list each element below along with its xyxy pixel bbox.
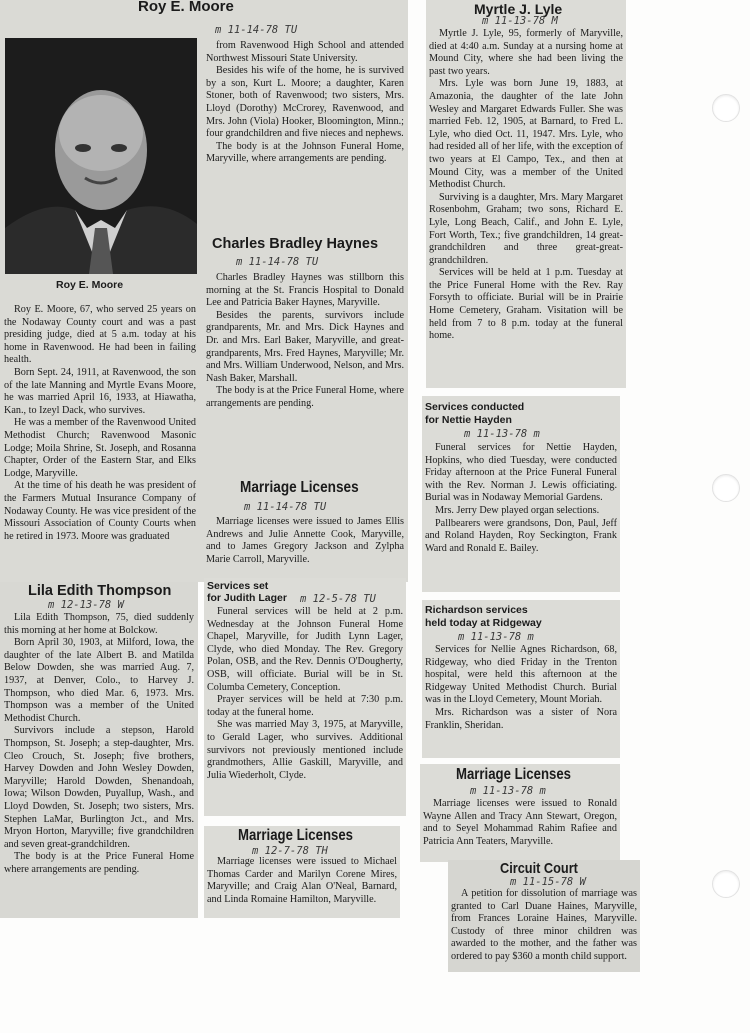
moore-paragraph: The body is at the Johnson Funeral Home, Maryville, where arrangements are pending. — [206, 140, 404, 165]
clipping-hayden — [422, 396, 620, 592]
marriage3-date-note: m 11-13-78 m — [470, 785, 546, 797]
thompson-date-note: m 12-13-78 W — [48, 599, 124, 611]
lyle-paragraph: Surviving is a daughter, Mrs. Mary Margaret Rosenbohm, Graham; two sons, Richard E. Lyle, Long Beach, Calif., and John E. Lyle, Fort Worth, Tex.; five grandchildren, 14 great-grandchildren and three great-great-grandchildren. — [429, 191, 623, 266]
hayden-paragraph: Funeral services for Nettie Hayden, Hopkins, who died Tuesday, were conducted Friday afternoon at the Price Funeral Funeral with the Rev. Norman J. Lewis officiating. Burial was in Nodaway Memorial Gardens. — [425, 442, 617, 504]
richardson-title-line1: Richardson services — [425, 604, 528, 616]
hayden-title-line1: Services conducted — [425, 401, 525, 413]
haynes-title: Charles Bradley Haynes — [212, 236, 379, 252]
lyle-paragraph: Myrtle J. Lyle, 95, formerly of Maryville, died at 4:40 a.m. Sunday at a nursing home at Mound City, where she had been living the past two years. — [429, 28, 623, 77]
moore-photo-caption: Roy E. Moore — [56, 279, 124, 291]
richardson-body — [425, 644, 617, 756]
moore-left-column — [4, 304, 196, 580]
lyle-title: Myrtle J. Lyle — [474, 1, 563, 17]
richardson-paragraph: Mrs. Richardson was a sister of Nora Franklin, Sheridan. — [425, 706, 617, 731]
haynes-date-note: m 11-14-78 TU — [236, 256, 319, 268]
marriage1-date-note: m 11-14-78 TU — [244, 501, 327, 513]
court-paragraph: A petition for dissolution of marriage was granted to Carl Duane Haines, Maryville, from Frances Loraine Haines, Maryville. Custody of three minor children was awarded to the mother, and the father was ordered to pay $360 a month child support. — [451, 888, 637, 962]
moore-paragraph: He was a member of the Ravenwood United Methodist Church; Ravenwood Masonic Lodge; Moila Shrine, St. Joseph, and Rosanna Chapter, Order of the Eastern Star, and Elks Lodge, Maryville. — [4, 417, 196, 479]
moore-paragraph: Besides his wife of the home, he is survived by a son, Kurt L. Moore; a daughter, Karen Stoner, both of Ravenwood; two sisters, Mrs. Lloyd (Dorothy) McCrorey, Ravenwood, and Mrs. John (Viola) Hooker, Bloomington, Minn.; four grandchildren and five nieces and nephews. — [206, 65, 404, 140]
marriage2-body — [207, 856, 397, 916]
lyle-date-note: m 11-13-78 M — [482, 15, 558, 27]
richardson-date-note: m 11-13-78 m — [458, 631, 534, 643]
lager-body — [207, 606, 403, 814]
clipping-marriage2 — [204, 826, 400, 918]
haynes-paragraph: Charles Bradley Haynes was stillborn this morning at the St. Francis Hospital to Donald Lee and Patricia Baker Haynes, Maryville. — [206, 272, 404, 309]
binder-hole-bottom — [712, 870, 740, 898]
hayden-paragraph: Pallbearers were grandsons, Don, Paul, Jeff and Roland Hayden, Roy Seckington, Frank Ward and Ronald E. Bailey. — [425, 517, 617, 554]
clipping-circuit-court — [448, 860, 640, 972]
haynes-paragraph: The body is at the Price Funeral Home, where arrangements are pending. — [206, 385, 404, 409]
marriage3-title: Marriage Licenses — [456, 766, 571, 783]
moore-paragraph: Born Sept. 24, 1911, at Ravenwood, the son of the late Manning and Myrtle Evans Moore, he was married April 16, 1933, at Hiawatha, Kan., to Izeyl Dack, who survives. — [4, 366, 196, 416]
hayden-date-note: m 11-13-78 m — [464, 428, 540, 440]
marriage2-title: Marriage Licenses — [238, 827, 353, 844]
lager-paragraph: Funeral services will be held at 2 p.m. Wednesday at the Johnson Funeral Home Chapel, Maryville, for Judith Lynn Lager, Clyde, who died Monday. The Rev. Gregory Polan, OSB, and the Rev. Dennis O'Dougherty, OSB, will officiate. Burial will be in St. Columba Cemetery, Conception. — [207, 606, 403, 693]
moore-right-column — [206, 40, 404, 215]
thompson-paragraph: The body is at the Price Funeral Home where arrangements are pending. — [4, 851, 194, 875]
lager-paragraph: Prayer services will be held at 7:30 p.m. today at the funeral home. — [207, 694, 403, 718]
thompson-paragraph: Survivors include a stepson, Harold Thompson, St. Joseph; a step-daughter, Mrs. Cleo Crouch, St. Joseph; five brothers, Harvey Dowden and John Wesley Dowden, Maryville; Harold Dowden, Shenandoah, Iowa; Wilson Dowden, Puyallup, Wash., and Lloyd Dowden, St. Joseph; two sisters, Mrs. Stephen LaMar, Burlington Jct., and Mrs. Mryon Horton, Maryville; five grandchildren and seven great-grandchildren. — [4, 725, 194, 850]
lager-date-note: m 12-5-78 TU — [300, 593, 376, 605]
lager-title-line1: Services set — [207, 580, 269, 592]
clipping-lyle — [426, 0, 626, 388]
portrait-photo — [5, 38, 197, 274]
marriage1-title: Marriage Licenses — [240, 479, 359, 496]
clipping-lager — [204, 578, 406, 816]
haynes-body — [206, 272, 404, 460]
hayden-paragraph: Mrs. Jerry Dew played organ selections. — [435, 504, 600, 516]
clipping-moore — [0, 0, 408, 582]
moore-paragraph: Roy E. Moore, 67, who served 25 years on the Nodaway County court and was a past presiding judge, died at 5 a.m. today at his home in Ravenwood. He had been in failing health. — [4, 304, 196, 366]
court-date-note: m 11-15-78 W — [510, 876, 586, 888]
hayden-title-line2: for Nettie Hayden — [425, 414, 512, 426]
marriage3-body — [423, 798, 617, 860]
lager-title-line2: for Judith Lager — [207, 592, 287, 604]
richardson-paragraph: Services for Nellie Agnes Richardson, 68, Ridgeway, who died Friday in the Trenton hospital, were held this afternoon at the Ridgeway United Methodist Church. Burial was in the Lloyd Cemetery, Mount Moriah. — [425, 644, 617, 706]
marriage3-paragraph: Marriage licenses were issued to Ronald Wayne Allen and Tracy Ann Stewart, Oregon, and to Seyel Mohammad Rahim Rafiee and Patricia Ann Teaters, Maryville. — [423, 798, 617, 847]
binder-hole-middle — [712, 474, 740, 502]
thompson-paragraph: Lila Edith Thompson, 75, died suddenly this morning at her home at Bolckow. — [4, 612, 194, 636]
hayden-body — [425, 442, 617, 590]
lyle-paragraph: Mrs. Lyle was born June 19, 1883, at Amazonia, the daughter of the late John Wesley and Margaret Edwards Fuller. She was married Feb. 12, 1905, at Barnard, to Fred L. Lyle, who died Oct. 11, 1947. Mrs. Lyle, who had resided all of her life, with the exception of two years at El Campo, Tex., and then at Mound City, was a member of the United Methodist Church. — [429, 78, 623, 191]
clipping-richardson — [422, 600, 620, 758]
lyle-paragraph: Services will be held at 1 p.m. Tuesday at the Price Funeral Home with the Rev. Ray Forsyth to officiate. Burial will be in Prairie Home Cemetery, Graham. Visitation will be held from 7 to 8 p.m. today at the funeral home. — [429, 267, 623, 342]
clipping-marriage3 — [420, 764, 620, 862]
portrait-image — [5, 38, 197, 274]
thompson-title: Lila Edith Thompson — [28, 583, 172, 599]
marriage1-body — [206, 516, 404, 580]
lyle-body — [429, 28, 623, 386]
marriage1-paragraph: Marriage licenses were issued to James Ellis Andrews and Julie Annette Cook, Maryville, and to James Gregory Jackson and Zylpha Marie Carroll, Maryville. — [206, 516, 404, 565]
thompson-paragraph: Born April 30, 1903, at Milford, Iowa, the daughter of the late Albert B. and Matilda Below Dowden, she was married Aug. 7, 1937, at Denver, Colo., to Harvey J. Thompson, who died Mar. 6, 1973. Mrs. Thompson was a member of the United Methodist Church. — [4, 637, 194, 724]
marriage2-paragraph: Marriage licenses were issued to Michael Thomas Carder and Marilyn Corene Mires, Maryville; and Craig Alan O'Neal, Barnard, and Linda Romaine Hamilton, Maryville. — [207, 856, 397, 905]
lager-paragraph: She was married May 3, 1975, at Maryville, to Gerald Lager, who survives. Additional survivors not previously mentioned include grandmothers, Allie Gaskill, Maryville, and Julia Wiederholt, Clyde. — [207, 719, 403, 781]
thompson-body — [4, 612, 194, 914]
moore-paragraph: At the time of his death he was president of the Farmers Mutual Insurance Company of Nodaway County. He was vice president of the Missouri Association of County Courts when he retired in 1973. Moore was graduated — [4, 480, 196, 542]
moore-date-note: m 11-14-78 TU — [215, 24, 298, 36]
court-body — [451, 888, 637, 970]
haynes-paragraph: Besides the parents, survivors include grandparents, Mr. and Mrs. Dick Haynes and Dr. and Mrs. Earl Baker, Maryville, and great-grandparents, Mrs. Fred Haynes, Maryville; Mr. and Mrs. William Underwood, Nelson, and Mrs. Nash Baker, Marshall. — [206, 309, 404, 384]
clipping-thompson — [0, 582, 198, 918]
richardson-title-line2: held today at Ridgeway — [425, 617, 542, 629]
moore-paragraph: from Ravenwood High School and attended Northwest Missouri State University. — [206, 40, 404, 64]
marriage2-date-note: m 12-7-78 TH — [252, 845, 328, 857]
binder-hole-top — [712, 94, 740, 122]
court-title: Circuit Court — [500, 860, 578, 877]
moore-title: Roy E. Moore — [138, 0, 234, 15]
